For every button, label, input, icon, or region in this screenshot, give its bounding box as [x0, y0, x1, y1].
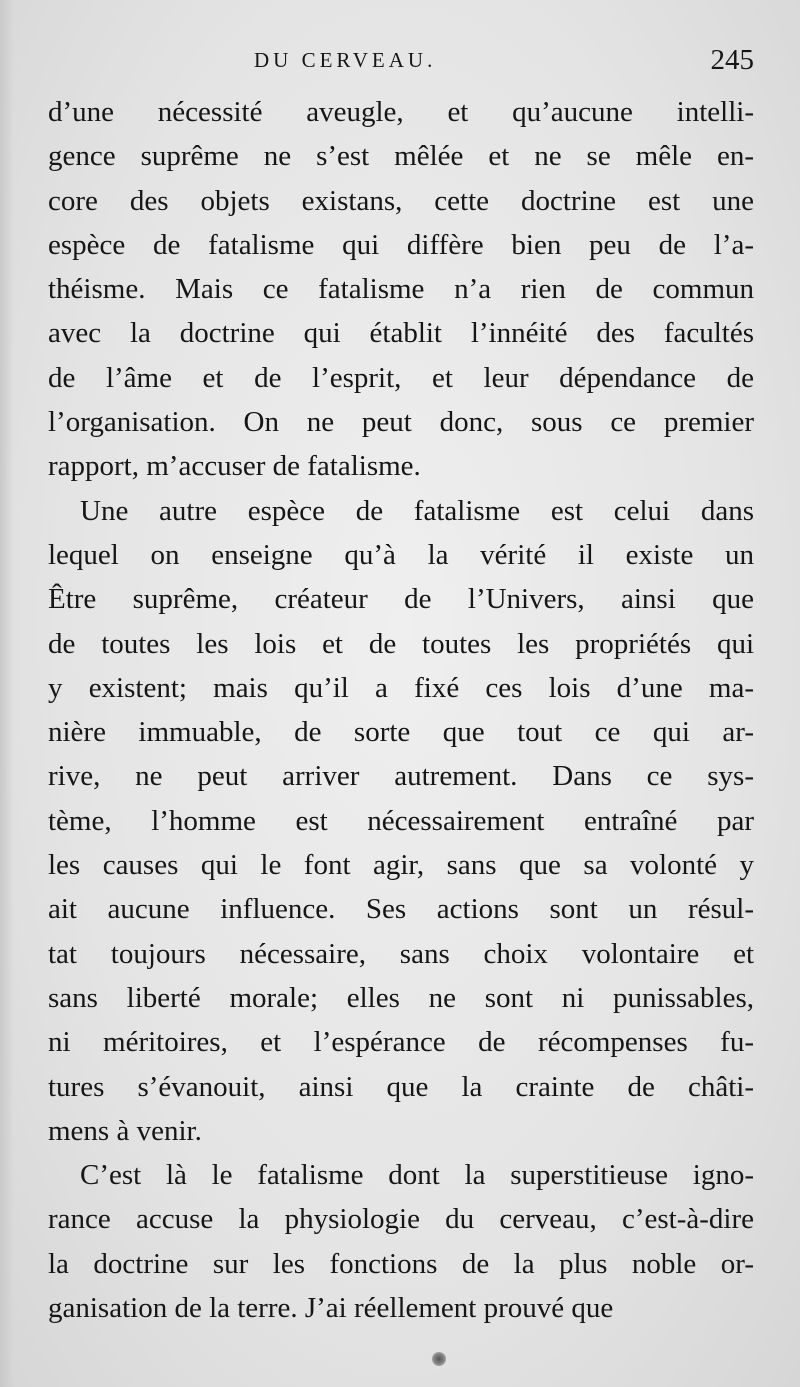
- text-line: théisme. Mais ce fatalisme n’a rien de commun: [48, 273, 754, 306]
- text-line: tat toujours nécessaire, sans choix volontaire et: [48, 937, 754, 970]
- text-line: rance accuse la physiologie du cerveau, c’est-à-dire: [48, 1203, 754, 1236]
- text-line: lequel on enseigne qu’à la vérité il existe un: [48, 538, 754, 571]
- page-number: 245: [710, 44, 754, 76]
- text-line: ni méritoires, et l’espérance de récompenses fu-: [48, 1026, 754, 1059]
- text-line: avec la doctrine qui établit l’innéité des facultés: [48, 317, 754, 350]
- text-line: rapport, m’accuser de fatalisme.: [48, 450, 421, 483]
- text-line: de toutes les lois et de toutes les propriétés qui: [48, 627, 754, 660]
- text-line: tures s’évanouit, ainsi que la crainte de châti-: [48, 1070, 754, 1103]
- text-line: nière immuable, de sorte que tout ce qui ar-: [48, 716, 754, 749]
- text-line: de l’âme et de l’esprit, et leur dépendance de: [48, 361, 754, 394]
- text-line: espèce de fatalisme qui diffère bien peu de l’a-: [48, 228, 754, 261]
- running-head: DU CERVEAU.: [254, 48, 437, 72]
- text-line: la doctrine sur les fonctions de la plus noble or-: [48, 1247, 754, 1280]
- ink-spot: [432, 1352, 446, 1366]
- page-edge-shadow: [0, 0, 14, 1387]
- text-line: y existent; mais qu’il a fixé ces lois d’une ma-: [48, 671, 754, 704]
- text-line: rive, ne peut arriver autrement. Dans ce sys-: [48, 760, 754, 793]
- text-line: core des objets existans, cette doctrine est une: [48, 184, 754, 217]
- paragraph: [48, 1153, 754, 1330]
- text-line: C’est là le fatalisme dont la superstitieuse igno-: [80, 1159, 754, 1192]
- text-line: ait aucune influence. Ses actions sont un résul-: [48, 893, 754, 926]
- text-line: mens à venir.: [48, 1114, 202, 1147]
- text-line: sans liberté morale; elles ne sont ni punissables,: [48, 981, 754, 1014]
- text-line: gence suprême ne s’est mêlée et ne se mêle en-: [48, 140, 754, 173]
- text-line: l’organisation. On ne peut donc, sous ce premier: [48, 406, 754, 439]
- body-text: [48, 90, 754, 1330]
- text-line: Une autre espèce de fatalisme est celui dans: [80, 494, 754, 527]
- text-line: d’une nécessité aveugle, et qu’aucune intelli-: [48, 96, 754, 128]
- paragraph: [48, 90, 754, 489]
- text-line: ganisation de la terre. J’ai réellement prouvé que: [48, 1292, 614, 1325]
- text-line: les causes qui le font agir, sans que sa volonté y: [48, 849, 754, 882]
- paragraph: [48, 489, 754, 1153]
- text-line: Être suprême, créateur de l’Univers, ainsi que: [48, 583, 754, 616]
- page-header: [48, 44, 754, 80]
- text-line: tème, l’homme est nécessairement entraîné par: [48, 804, 754, 837]
